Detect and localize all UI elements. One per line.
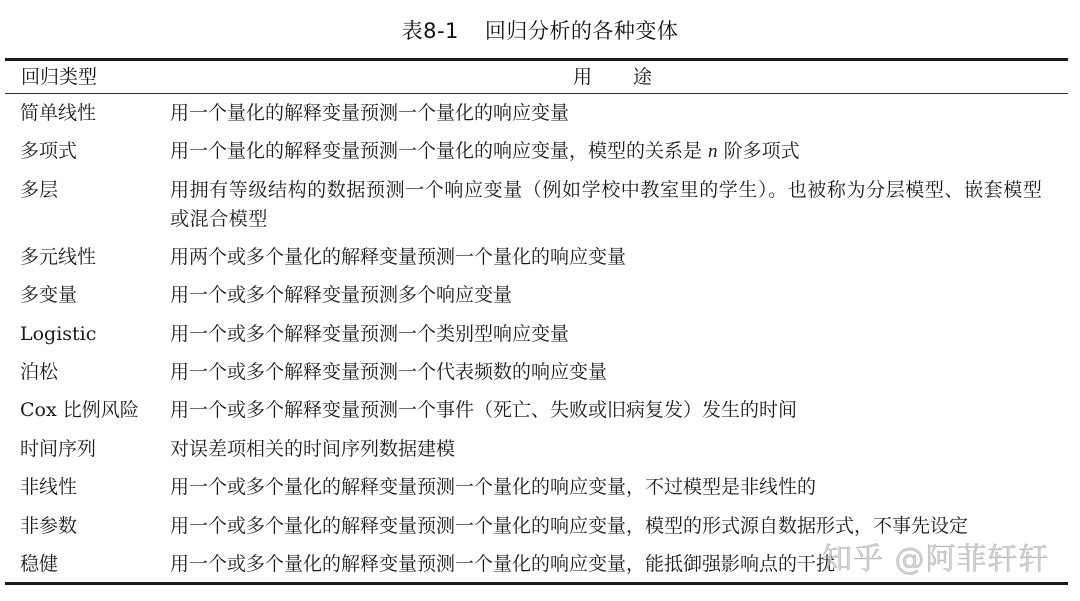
table-row (0, 173, 1080, 240)
table-row (0, 240, 1080, 278)
header-regression-type: 回归类型 (21, 66, 98, 88)
regression-type-cell: 时间序列 (20, 437, 97, 460)
table-body (0, 96, 1080, 585)
table-row (0, 96, 1080, 134)
usage-cell: 用一个或多个解释变量预测一个类别型响应变量 (170, 322, 570, 345)
usage-cell: 用一个或多个解释变量预测一个代表频数的响应变量 (170, 360, 608, 383)
regression-type-cell: 多变量 (20, 284, 78, 307)
usage-cell: 用拥有等级结构的数据预测一个响应变量（例如学校中教室里的学生）。也被称为分层模型、嵌套模型或混合模型 (170, 178, 1043, 230)
regression-type-cell: 稳健 (20, 552, 59, 575)
table-row (0, 547, 1080, 585)
usage-cell: 用两个或多个量化的解释变量预测一个量化的响应变量 (170, 245, 627, 268)
table-row (0, 134, 1080, 172)
table-header-rule (5, 93, 1068, 94)
header-usage (573, 62, 652, 92)
regression-type-cell: 非线性 (20, 476, 78, 499)
usage-cell: 用一个或多个量化的解释变量预测一个量化的响应变量，不过模型是非线性的 (170, 476, 817, 499)
usage-cell: 用一个量化的解释变量预测一个量化的响应变量 (170, 102, 570, 124)
usage-cell: 用一个或多个解释变量预测一个事件（死亡、失败或旧病复发）发生的时间 (170, 399, 798, 422)
usage-text: 用一个量化的解释变量预测一个量化的响应变量，模型的关系是 (170, 140, 709, 163)
table-row (0, 509, 1080, 547)
table-number: 表8-1 (401, 19, 459, 43)
variable-n: n (708, 141, 718, 163)
table-top-rule (5, 58, 1068, 61)
watermark: 知乎 @阿菲轩轩 (822, 542, 1050, 577)
table-bottom-rule (5, 582, 1068, 585)
regression-type-cell: Logistic (20, 322, 97, 345)
table-title (0, 16, 1080, 46)
regression-type-cell: 多项式 (20, 140, 78, 163)
usage-cell: 用一个或多个量化的解释变量预测一个量化的响应变量，模型的形式源自数据形式，不事先设定 (170, 514, 969, 537)
regression-type-cell: Cox 比例风险 (20, 399, 139, 422)
table-row (0, 432, 1080, 470)
usage-cell: 用一个或多个量化的解释变量预测一个量化的响应变量，能抵御强影响点的干扰 (170, 552, 836, 575)
table-row (0, 470, 1080, 508)
table-row (0, 355, 1080, 393)
regression-type-cell: 泊松 (20, 360, 59, 383)
usage-cell: 用一个或多个解释变量预测多个响应变量 (170, 284, 513, 307)
regression-type-cell: 多元线性 (20, 245, 97, 268)
header-usage-char-1: 用 (573, 66, 593, 88)
regression-type-cell: 非参数 (20, 514, 78, 537)
header-usage-char-2: 途 (633, 66, 653, 88)
usage-cell: 对误差项相关的时间序列数据建模 (170, 437, 456, 460)
table-title-text: 回归分析的各种变体 (484, 19, 679, 43)
table-row (0, 317, 1080, 355)
usage-text: 阶多项式 (717, 140, 800, 163)
regression-type-cell: 简单线性 (20, 102, 97, 124)
table-row (0, 278, 1080, 316)
table-row (0, 393, 1080, 431)
regression-type-cell: 多层 (20, 178, 59, 201)
usage-cell (170, 137, 800, 166)
